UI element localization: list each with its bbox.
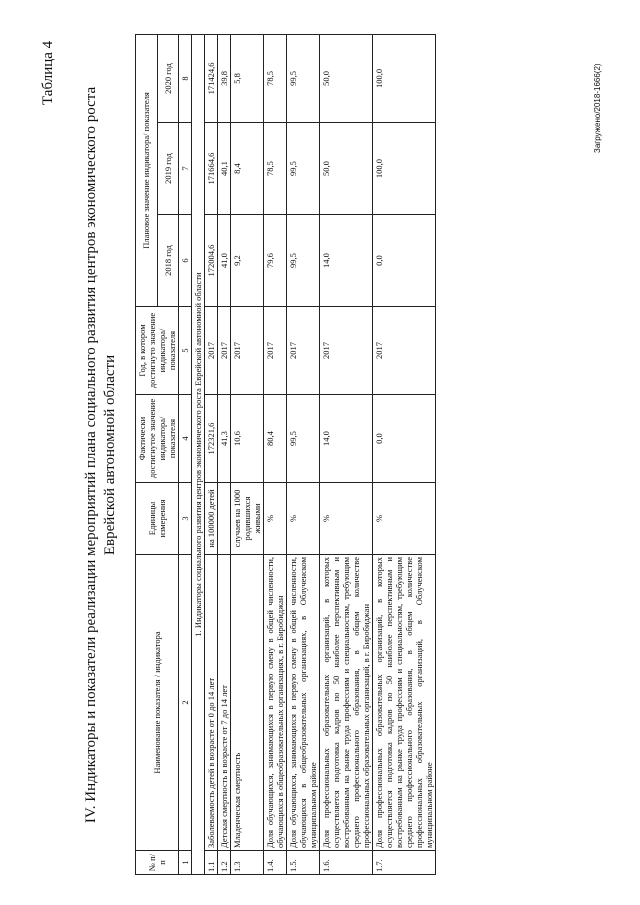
row-num: 1.2 — [218, 851, 231, 875]
table-row — [264, 34, 287, 874]
row-num: 1.3 — [231, 851, 264, 875]
row-year: 2017 — [205, 307, 218, 395]
document-title — [82, 65, 120, 845]
col-number: 1 — [179, 851, 192, 875]
col-number: 8 — [179, 34, 192, 122]
row-year: 2017 — [320, 307, 373, 395]
col-number: 7 — [179, 123, 192, 215]
row-2018: 79,6 — [264, 215, 287, 307]
row-unit: на 100000 детей — [205, 483, 218, 555]
header-2018: 2018 год — [157, 215, 179, 307]
row-actual: 41,3 — [218, 395, 231, 483]
row-2019: 78,5 — [264, 123, 287, 215]
row-2018: 99,5 — [287, 215, 320, 307]
row-unit: % — [373, 483, 436, 555]
row-2018: 0,0 — [373, 215, 436, 307]
row-2018: 172004,6 — [205, 215, 218, 307]
header-row — [136, 34, 158, 874]
row-unit: % — [320, 483, 373, 555]
header-2020: 2020 год — [157, 34, 179, 122]
row-unit: случаев на 1000 родившихся живыми — [231, 483, 264, 555]
row-num: 1.1 — [205, 851, 218, 875]
row-num: 1.6. — [320, 851, 373, 875]
row-year: 2017 — [287, 307, 320, 395]
header-actual: Фактически достигнутое значение индикатора/ показателя — [136, 395, 179, 483]
row-year: 2017 — [264, 307, 287, 395]
row-unit — [218, 483, 231, 555]
header-name: Наименование показателя / индикатора — [136, 555, 179, 851]
table-label: Таблица 4 — [40, 40, 56, 105]
row-2020: 5,8 — [231, 34, 264, 122]
row-name: Доля обучающихся, занимающихся в первую смену в общей численности, обучающихся в общеобразовательных организациях, в г. Биробиджан — [264, 555, 287, 851]
row-actual: 14,0 — [320, 395, 373, 483]
row-num: 1.5. — [287, 851, 320, 875]
footer-stamp: Загружено/2018-1666(2) — [593, 63, 602, 153]
table-row — [205, 34, 218, 874]
header-planned: Плановое значение индикатора/ показателя — [136, 34, 158, 306]
header-unit: Единицы измерения — [136, 483, 179, 555]
indicators-table — [135, 34, 436, 875]
row-2020: 100,0 — [373, 34, 436, 122]
header-2019: 2019 год — [157, 123, 179, 215]
title-line-1: IV. Индикаторы и показатели реализации мероприятий плана социального развития центров экономического роста — [83, 86, 99, 824]
row-2018: 41,0 — [218, 215, 231, 307]
row-name: Доля обучающихся, занимающихся в первую смену в общей численности, обучающихся в общеобразовательных организациях, в Облученском муниципальном районе — [287, 555, 320, 851]
row-2020: 78,5 — [264, 34, 287, 122]
row-actual: 10,6 — [231, 395, 264, 483]
row-2020: 50,0 — [320, 34, 373, 122]
col-number: 2 — [179, 555, 192, 851]
row-2018: 9,2 — [231, 215, 264, 307]
row-name: Доля профессиональных образовательных организаций, в которых осуществляется подготовка кадров по 50 наиболее перспективным и востребованным на рынке труда профессиям и специальностям, требующим среднего профессионального образования, в общем количестве профессиональных образовательных организаций, в г. Биробиджан — [320, 555, 373, 851]
row-2019: 40,1 — [218, 123, 231, 215]
row-year: 2017 — [373, 307, 436, 395]
row-name: Младенческая смертность — [231, 555, 264, 851]
row-actual: 80,4 — [264, 395, 287, 483]
row-2020: 99,5 — [287, 34, 320, 122]
col-number: 6 — [179, 215, 192, 307]
row-name: Доля профессиональных образовательных организаций, в которых осуществляется подготовка кадров по 50 наиболее перспективным и востребованным на рынке труда профессиям и специальностям, требующим среднего профессионального образования, в общем количестве профессиональных образовательных организаций, в Облученском муниципальном районе — [373, 555, 436, 851]
header-num: № п/п — [136, 851, 179, 875]
row-unit: % — [264, 483, 287, 555]
title-line-2: Еврейской автономной области — [102, 354, 118, 556]
row-name: Детская смертность в возрасте от 7 до 14 лет — [218, 555, 231, 851]
row-num: 1.7. — [373, 851, 436, 875]
table-row — [287, 34, 320, 874]
row-2019: 100,0 — [373, 123, 436, 215]
section-title: 1. Индикаторы социального развития центров экономического роста Еврейской автономной области — [192, 34, 205, 874]
row-unit: % — [287, 483, 320, 555]
row-2019: 8,4 — [231, 123, 264, 215]
row-actual: 0,0 — [373, 395, 436, 483]
table-row — [320, 34, 373, 874]
table-row — [218, 34, 231, 874]
row-2019: 171664,6 — [205, 123, 218, 215]
row-2019: 99,5 — [287, 123, 320, 215]
col-number: 5 — [179, 307, 192, 395]
section-row — [192, 34, 205, 874]
row-actual: 99,5 — [287, 395, 320, 483]
table-row — [373, 34, 436, 874]
row-num: 1.4. — [264, 851, 287, 875]
column-numbers-row — [179, 34, 192, 874]
row-actual: 172321,6 — [205, 395, 218, 483]
row-2020: 39,8 — [218, 34, 231, 122]
col-number: 4 — [179, 395, 192, 483]
row-name: Заболеваемость детей в возрасте от 0 до 14 лет — [205, 555, 218, 851]
col-number: 3 — [179, 483, 192, 555]
header-year: Год, в котором достигнуто значение индикатора/ показателя — [136, 307, 179, 395]
row-2020: 171424,6 — [205, 34, 218, 122]
row-2018: 14,0 — [320, 215, 373, 307]
row-2019: 50,0 — [320, 123, 373, 215]
table-row — [231, 34, 264, 874]
row-year: 2017 — [231, 307, 264, 395]
row-year: 2017 — [218, 307, 231, 395]
